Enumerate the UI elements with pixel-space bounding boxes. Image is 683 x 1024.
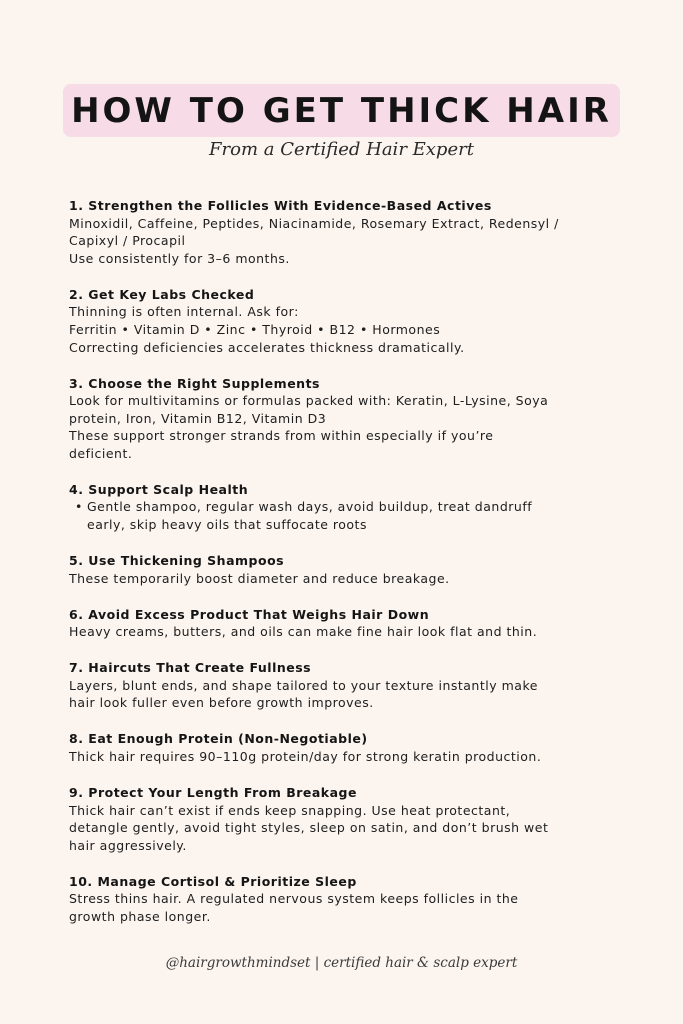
tip-text-line: Correcting deficiencies accelerates thickness dramatically. [69,339,465,355]
tip-text-line: Ferritin • Vitamin D • Zinc • Thyroid • B12 • Hormones [69,321,441,337]
tip-text-line: deficient. [69,445,133,461]
tip-text-line: growth phase longer. [69,908,211,924]
tip-heading: 6. Avoid Excess Product That Weighs Hair Down [69,606,430,622]
tip-section [69,552,629,587]
tip-text-line: protein, Iron, Vitamin B12, Vitamin D3 [69,410,327,426]
tip-section [69,286,629,356]
tip-section [69,784,629,854]
tip-heading: 4. Support Scalp Health [69,481,249,497]
tip-text-line: Minoxidil, Caffeine, Peptides, Niacinamide, Rosemary Extract, Redensyl / [69,215,559,231]
tip-section [69,659,629,712]
tip-text-line: Stress thins hair. A regulated nervous system keeps follicles in the [69,891,519,907]
bullet-text-line: Gentle shampoo, regular wash days, avoid buildup, treat dandruff [87,499,533,515]
tip-text-line: Use consistently for 3–6 months. [69,250,290,266]
tip-text-line: hair look fuller even before growth improves. [69,695,374,711]
footer-credit: @hairgrowthmindset | certified hair & scalp expert [165,955,518,971]
tip-text-line: Capixyl / Procapil [69,233,186,249]
tip-section [69,730,629,765]
tip-text-line: detangle gently, avoid tight styles, sleep on satin, and don’t brush wet [69,820,549,836]
title-banner [0,84,683,137]
tip-section [69,375,629,463]
tip-text-line: Thick hair can’t exist if ends keep snapping. Use heat protectant, [69,802,511,818]
tip-text-line: hair aggressively. [69,837,187,853]
bullet-item [69,498,629,533]
page-subtitle: From a Certified Hair Expert [209,139,474,160]
tip-text-line: These temporarily boost diameter and reduce breakage. [69,570,450,586]
tip-heading: 5. Use Thickening Shampoos [69,553,285,569]
tip-text-line: Heavy creams, butters, and oils can make fine hair look flat and thin. [69,624,538,640]
title-highlight [63,84,620,137]
tip-section [69,481,629,534]
tip-heading: 3. Choose the Right Supplements [69,375,320,391]
bullet-text-line: early, skip heavy oils that suffocate roots [87,517,367,533]
tip-section [69,606,629,641]
tip-section [69,197,629,267]
tip-heading: 2. Get Key Labs Checked [69,286,255,302]
tip-text-line: Look for multivitamins or formulas packed with: Keratin, L-Lysine, Soya [69,393,549,409]
tip-heading: 7. Haircuts That Create Fullness [69,660,312,676]
tip-text-line: Thick hair requires 90–110g protein/day for strong keratin production. [69,748,542,764]
tip-heading: 8. Eat Enough Protein (Non-Negotiable) [69,731,368,747]
page-title: HOW TO GET THICK HAIR [71,91,612,131]
tip-section [69,873,629,926]
tip-text-line: Thinning is often internal. Ask for: [69,304,299,320]
bullet-icon: • [75,499,83,515]
tip-text-line: Layers, blunt ends, and shape tailored to your texture instantly make [69,677,538,693]
tip-text-line: These support stronger strands from within especially if you’re [69,428,494,444]
tip-heading: 9. Protect Your Length From Breakage [69,784,357,800]
tip-heading: 1. Strengthen the Follicles With Evidence-Based Actives [69,198,492,213]
tips-list [69,197,629,944]
tip-heading: 10. Manage Cortisol & Prioritize Sleep [69,873,357,889]
